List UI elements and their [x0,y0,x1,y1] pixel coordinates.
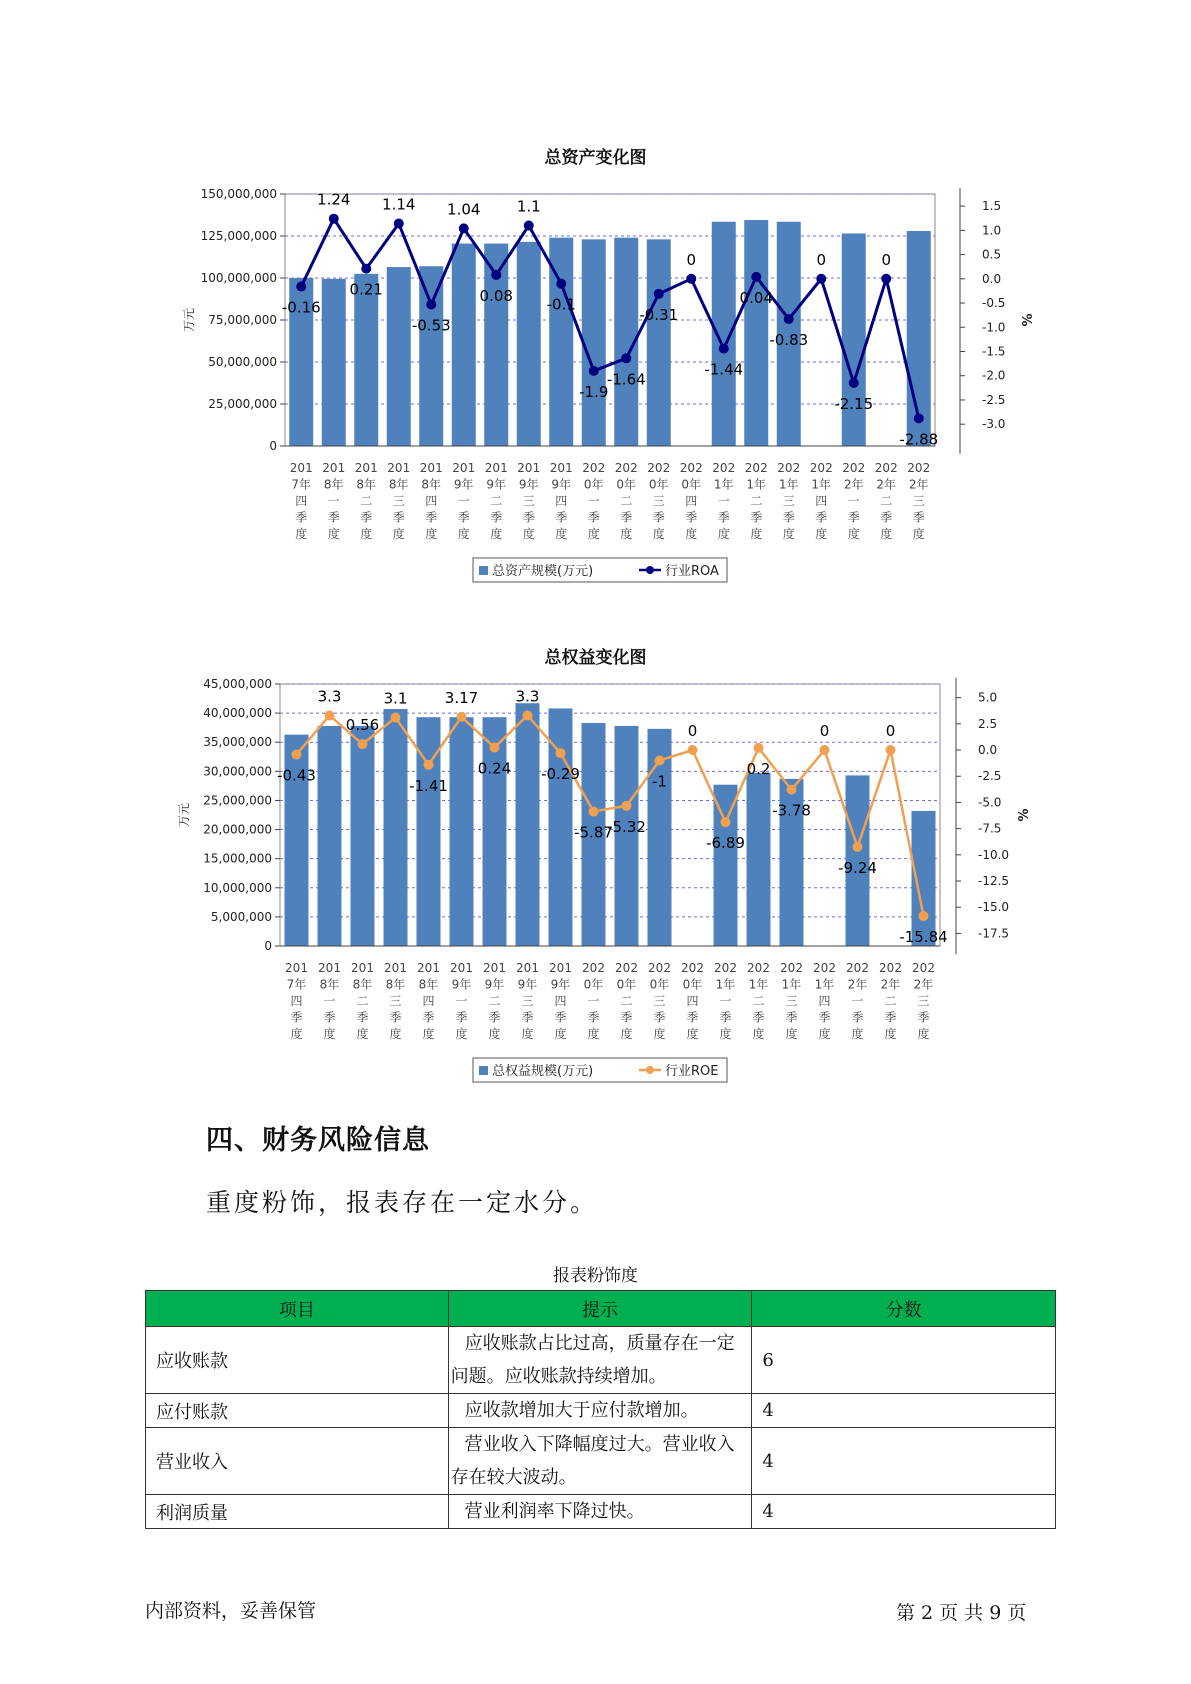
data-label: 0.56 [345,716,380,735]
footer-confidential: 内部资料，妥善保管 [145,1600,317,1622]
bar [384,709,408,946]
x-tick-label: 202 1年四季度 [813,961,836,1041]
line-point [853,842,863,852]
bar [419,266,443,446]
data-label: -1.64 [606,370,646,389]
bar [842,233,866,446]
line-point [556,279,566,289]
equity-chart [0,670,1191,1110]
x-tick-label: 201 9年四季度 [549,961,572,1041]
line-point [621,353,631,363]
bar [582,239,606,446]
y-tick-label: 35,000,000 [203,735,272,750]
data-label: 1.1 [516,197,541,216]
data-label: 0 [686,250,697,269]
legend-swatch-bar [479,1066,488,1075]
row-item: 营业收入 [146,1428,449,1495]
line-point [787,785,797,795]
data-label: -1.41 [409,776,448,795]
data-label: 0.21 [349,280,383,299]
x-tick-label: 201 8年二季度 [354,461,378,541]
row-item: 应付账款 [146,1394,449,1428]
row-score: 6 [752,1327,1056,1394]
x-tick-label: 201 9年一季度 [452,461,476,541]
x-tick-label: 201 8年四季度 [419,461,443,541]
data-label: -0.83 [769,331,809,350]
x-tick-label: 201 8年三季度 [387,461,411,541]
y2-tick-label: 0.0 [982,271,1002,286]
x-tick-label: 201 9年三季度 [516,961,539,1041]
chart-title-assets: 总资产变化图 [544,148,647,168]
line-point [686,274,696,284]
x-tick-label: 201 9年一季度 [450,961,473,1041]
line-point [919,911,929,921]
data-label: 0 [885,722,896,741]
assets-chart [0,170,1191,620]
data-label: -1.9 [579,382,609,401]
data-label: -0.31 [639,305,679,324]
line-point [391,713,401,723]
data-label: -5.87 [574,823,613,842]
footer-page-number: 第 2 页 共 9 页 [896,1602,1027,1624]
chart-title-equity: 总权益变化图 [544,648,647,668]
data-label: -9.24 [838,858,877,877]
line-point [820,745,830,755]
line-point [622,801,632,811]
x-tick-label: 202 0年一季度 [582,961,605,1041]
line-point [589,366,599,376]
y-tick-label: 40,000,000 [203,706,272,721]
x-tick-label: 201 9年四季度 [549,461,573,541]
data-label: 0.2 [746,759,771,778]
y-tick-label: 25,000,000 [203,793,272,808]
line-point [914,413,924,423]
x-tick-label: 202 0年二季度 [614,461,638,541]
row-hint: 应收账款占比过高，质量存在一定问题。应收账款持续增加。 [448,1327,752,1394]
bar [516,703,540,946]
line-point [816,274,826,284]
x-tick-label: 201 9年二季度 [483,961,506,1041]
y2-tick-label: 0.5 [982,247,1002,262]
data-label: -6.89 [706,834,745,853]
risk-table [145,1290,1056,1529]
x-tick-label: 202 1年三季度 [780,961,803,1041]
x-tick-label: 201 9年二季度 [484,461,508,541]
legend-label-bar: 总权益规模(万元) [492,1064,594,1079]
x-tick-label: 202 0年二季度 [615,961,638,1041]
legend-swatch-bar [479,566,488,575]
y2-tick-label: -1.0 [982,320,1006,335]
line-point [556,748,566,758]
x-tick-label: 202 1年三季度 [777,461,801,541]
y2-tick-label: 0.0 [978,743,998,758]
data-label: -0.29 [541,765,580,784]
bar [354,274,378,446]
line-point [523,710,533,720]
x-tick-label: 201 7年四季度 [289,461,313,541]
data-label: 1.14 [382,195,416,214]
y-tick-label: 30,000,000 [203,764,272,779]
table-header: 分数 [752,1291,1056,1327]
y2-tick-label: -7.5 [978,821,1002,836]
y2-tick-label: -2.5 [978,769,1002,784]
line-point [754,743,764,753]
row-score: 4 [752,1428,1056,1495]
data-label: 0 [819,722,830,741]
y2-tick-label: -12.5 [978,874,1010,889]
data-label: 1.24 [317,190,351,209]
legend-swatch-marker [646,566,654,574]
line-point [426,299,436,309]
line-point [784,314,794,324]
line-point [358,739,368,749]
y-tick-label: 5,000,000 [210,909,272,924]
row-hint: 营业利润率下降过快。 [448,1495,752,1529]
row-item: 利润质量 [146,1495,449,1529]
y-tick-label: 0 [269,439,277,453]
x-tick-label: 202 1年四季度 [809,461,833,541]
line-point [589,807,599,817]
data-label: -5.32 [607,817,646,836]
y-axis-label: 万元 [182,307,196,333]
y2-axis-label: % [1021,313,1036,327]
line-point [524,221,534,231]
y2-tick-label: -10.0 [978,847,1010,862]
line-point [491,270,501,280]
table-row [146,1394,1056,1428]
bar [318,726,342,946]
bar [452,244,476,446]
y-tick-label: 0 [264,939,272,953]
y-tick-label: 10,000,000 [203,880,272,895]
line-point [751,272,761,282]
y2-tick-label: -3.0 [982,417,1006,432]
data-label: 3.3 [515,687,540,706]
x-tick-label: 202 1年二季度 [747,961,770,1041]
data-label: -0.43 [277,766,316,785]
data-label: 3.17 [444,688,479,707]
line-point [655,756,665,766]
x-tick-label: 202 2年一季度 [846,961,869,1041]
x-tick-label: 202 2年一季度 [842,461,866,541]
y-tick-label: 150,000,000 [200,187,277,201]
line-point [424,760,434,770]
bar [747,773,771,946]
line-point [881,274,891,284]
bar [322,279,346,446]
x-tick-label: 202 2年三季度 [912,961,935,1041]
data-label: 0.24 [477,759,512,778]
line-point [292,750,302,760]
bar [387,267,411,446]
row-score: 4 [752,1495,1056,1529]
table-header-row [146,1291,1056,1327]
x-tick-label: 201 9年三季度 [517,461,541,541]
data-label: 0.04 [739,288,773,307]
data-label: 0 [687,722,698,741]
line-point [325,710,335,720]
table-header: 提示 [448,1291,752,1327]
table-caption: 报表粉饰度 [553,1266,638,1286]
data-label: -2.88 [899,430,939,449]
risk-summary: 重度粉饰，报表存在一定水分。 [206,1188,599,1217]
data-label: 0.08 [479,286,513,305]
table-row [146,1327,1056,1394]
x-tick-label: 202 2年三季度 [907,461,931,541]
y-tick-label: 75,000,000 [208,313,277,327]
bar [615,726,639,946]
bar [450,717,474,946]
table-row [146,1495,1056,1529]
y2-axis-label: % [1017,808,1032,822]
y2-tick-label: 5.0 [978,690,998,705]
x-tick-label: 202 0年三季度 [647,461,671,541]
y2-tick-label: -2.0 [982,368,1006,383]
y2-tick-label: -0.5 [982,296,1006,311]
row-hint: 应收款增加大于应付款增加。 [448,1394,752,1428]
bar [647,239,671,446]
y-tick-label: 50,000,000 [208,355,277,369]
data-label: 3.3 [317,687,342,706]
section-heading: 四、财务风险信息 [206,1125,430,1156]
data-label: 0 [816,250,827,269]
data-label: -0.1 [546,295,576,314]
y2-tick-label: -5.0 [978,795,1002,810]
data-label: -0.53 [411,316,451,335]
legend-label-line: 行业ROA [665,564,719,579]
data-label: 3.1 [383,689,408,708]
data-label: -3.78 [772,801,811,820]
y2-tick-label: 1.0 [982,223,1002,238]
line-point [721,817,731,827]
data-label: -2.15 [834,395,874,413]
y-axis-label: 万元 [177,802,191,828]
y2-tick-label: 2.5 [978,716,998,731]
line-point [688,745,698,755]
bar [351,726,375,946]
line-point [849,378,859,388]
legend-label-line: 行业ROE [665,1064,719,1079]
table-header: 项目 [146,1291,449,1327]
y2-tick-label: -2.5 [982,392,1006,407]
line-point [719,344,729,354]
line-point [457,712,467,722]
x-tick-label: 202 0年一季度 [582,461,606,541]
x-tick-label: 201 8年二季度 [351,961,374,1041]
y-tick-label: 25,000,000 [208,397,277,411]
y2-tick-label: 1.5 [982,199,1002,214]
x-tick-label: 201 8年一季度 [322,461,346,541]
x-tick-label: 202 0年四季度 [679,461,703,541]
table-row [146,1428,1056,1495]
bar [517,242,541,446]
y2-tick-label: -1.5 [982,344,1006,359]
row-hint: 营业收入下降幅度过大。营业收入存在较大波动。 [448,1428,752,1495]
line-point [654,289,664,299]
y2-tick-label: -15.0 [978,900,1010,915]
y-tick-label: 100,000,000 [200,271,277,285]
y2-tick-label: -17.5 [978,926,1010,941]
line-point [459,223,469,233]
x-tick-label: 202 2年二季度 [879,961,902,1041]
data-label: -1.44 [704,360,744,379]
x-tick-label: 201 8年三季度 [384,961,407,1041]
bar [714,785,738,946]
legend-swatch-marker [646,1066,654,1074]
bar [744,220,768,446]
line-point [329,214,339,224]
y-tick-label: 45,000,000 [203,677,272,691]
line-point [490,743,500,753]
line-point [296,282,306,292]
line-point [361,264,371,274]
data-label: -0.16 [281,298,321,317]
row-score: 4 [752,1394,1056,1428]
x-tick-label: 202 1年二季度 [744,461,768,541]
line-point [886,745,896,755]
y-tick-label: 125,000,000 [200,229,277,243]
x-tick-label: 202 0年三季度 [648,961,671,1041]
data-label: -1 [652,772,667,791]
data-label: 1.04 [447,200,481,219]
data-label: -15.84 [899,928,948,947]
x-tick-label: 201 8年一季度 [318,961,341,1041]
x-tick-label: 201 7年四季度 [285,961,308,1041]
x-tick-label: 201 8年四季度 [417,961,440,1041]
x-tick-label: 202 1年一季度 [714,961,737,1041]
legend-label-bar: 总资产规模(万元) [492,564,594,579]
line-point [394,219,404,229]
x-tick-label: 202 2年二季度 [874,461,898,541]
row-item: 应收账款 [146,1327,449,1394]
data-label: 0 [881,250,892,269]
x-tick-label: 202 0年四季度 [681,961,704,1041]
y-tick-label: 15,000,000 [203,851,272,866]
x-tick-label: 202 1年一季度 [712,461,736,541]
y-tick-label: 20,000,000 [203,822,272,837]
